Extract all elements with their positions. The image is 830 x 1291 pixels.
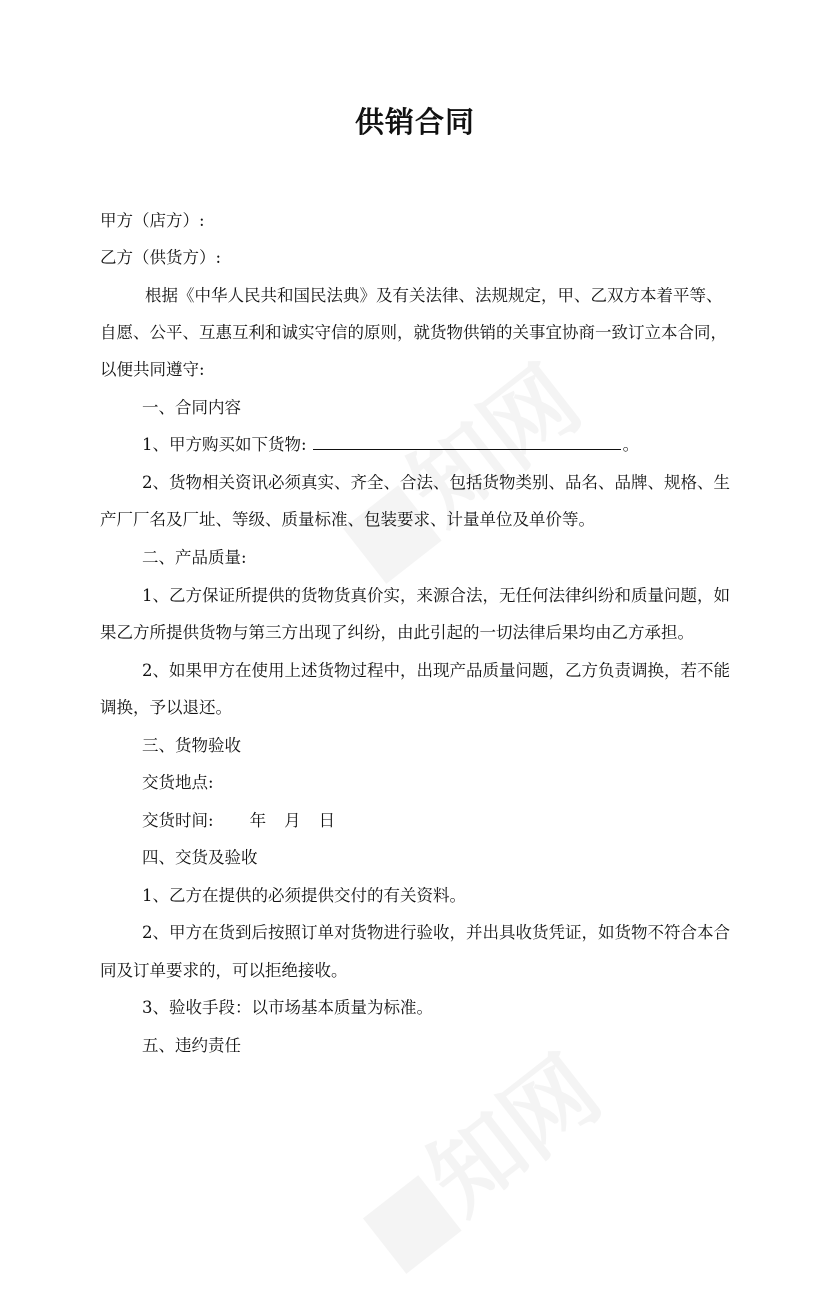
section-2-item-1-line-1: 1、乙方保证所提供的货物货真价实，来源合法，无任何法律纠纷和质量问题，如 <box>142 586 730 605</box>
watermark <box>328 1021 623 1291</box>
section-4-item-2-line-2: 同及订单要求的，可以拒绝接收。 <box>100 961 348 980</box>
section-2-heading: 二、产品质量: <box>142 548 247 567</box>
section-2-item-2-line-1: 2、如果甲方在使用上述货物过程中，出现产品质量问题，乙方负责调换，若不能 <box>142 661 730 680</box>
section-1-item-2-line-2: 产厂厂名及厂址、等级、质量标准、包装要求、计量单位及单价等。 <box>100 510 595 529</box>
goods-blank-field[interactable] <box>313 435 621 450</box>
year-label: 年 <box>249 811 267 830</box>
month-label: 月 <box>284 811 301 830</box>
section-2-item-2-line-2: 调换，予以退还。 <box>100 698 232 717</box>
intro-line-2: 自愿、公平、互惠互利和诚实守信的原则，就货物供销的关事宜协商一致订立本合同， <box>100 323 727 342</box>
intro-line-3: 以便共同遵守: <box>100 360 205 379</box>
intro-line-1: 根据《中华人民共和国民法典》及有关法律、法规规定，甲、乙双方本着平等、 <box>145 286 723 305</box>
section-4-item-3: 3、验收手段：以市场基本质量为标准。 <box>142 998 433 1017</box>
item-1-text: 1、甲方购买如下货物: <box>142 435 307 454</box>
section-3-heading: 三、货物验收 <box>142 736 241 755</box>
party-a-line: 甲方（店方）: <box>100 211 205 230</box>
section-2-item-1-line-2: 果乙方所提供货物与第三方出现了纠纷，由此引起的一切法律后果均由乙方承担。 <box>100 623 694 642</box>
section-1-heading: 一、合同内容 <box>142 398 241 417</box>
section-5-heading: 五、违约责任 <box>142 1036 241 1055</box>
section-4-heading: 四、交货及验收 <box>142 848 258 867</box>
delivery-time-line <box>142 810 335 832</box>
watermark <box>308 331 603 602</box>
item-1-period: 。 <box>622 435 640 454</box>
section-1-item-1 <box>142 434 639 456</box>
delivery-place-line: 交货地点: <box>142 773 214 792</box>
section-1-item-2-line-1: 2、货物相关资讯必须真实、齐全、合法、包括货物类别、品名、品牌、规格、生 <box>142 473 730 492</box>
day-label: 日 <box>318 811 336 830</box>
section-4-item-2-line-1: 2、甲方在货到后按照订单对货物进行验收，并出具收货凭证，如货物不符合本合 <box>142 923 730 942</box>
delivery-time-label: 交货时间: <box>142 811 214 830</box>
section-4-item-1: 1、乙方在提供的必须提供交付的有关资料。 <box>142 886 466 905</box>
party-b-line: 乙方（供货方）: <box>100 248 222 267</box>
document-title: 供销合同 <box>354 105 475 139</box>
